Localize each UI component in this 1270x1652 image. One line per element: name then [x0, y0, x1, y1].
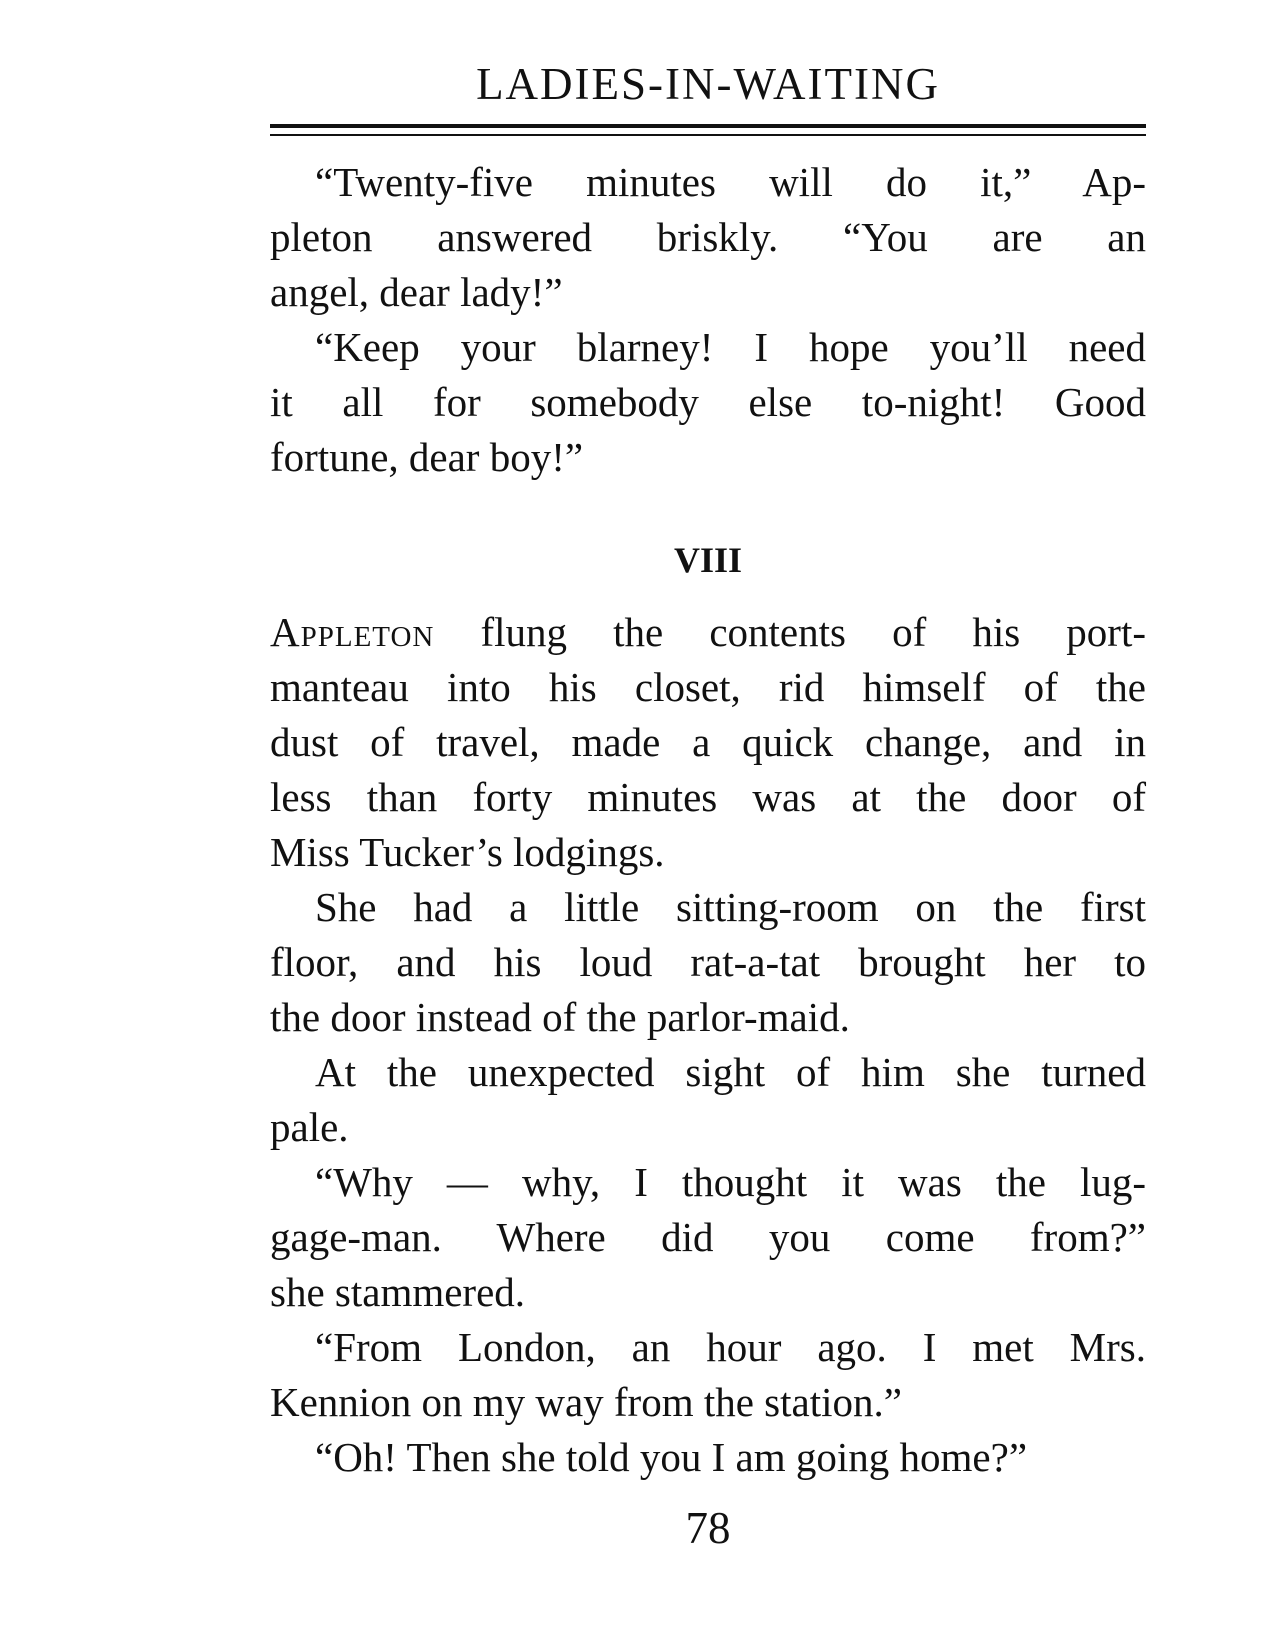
text-line: floor, and his loud rat-a-tat brought her to — [270, 939, 1146, 985]
text-line: gage-man. Where did you come from?” — [270, 1214, 1146, 1260]
first-line-rest: flung the contents of his port- — [434, 609, 1146, 655]
running-head: LADIES-IN-WAITING — [476, 59, 940, 109]
header-rule-thick — [270, 124, 1146, 128]
text-block-1 — [270, 155, 1146, 485]
text-line: pleton answered briskly. “You are an — [270, 214, 1146, 260]
chapter-heading: VIII — [673, 540, 743, 580]
text-block-2 — [270, 605, 1146, 1485]
text-line: less than forty minutes was at the door of — [270, 774, 1146, 820]
text-line: “From London, an hour ago. I met Mrs. — [315, 1324, 1146, 1370]
text-line: the door instead of the parlor-maid. — [270, 994, 850, 1040]
text-line: manteau into his closet, rid himself of the — [270, 664, 1146, 710]
text-line: dust of travel, made a quick change, and in — [270, 719, 1146, 765]
text-line: angel, dear lady!” — [270, 269, 563, 315]
text-line: it all for somebody else to-night! Good — [270, 379, 1146, 425]
text-line: Miss Tucker’s lodgings. — [270, 829, 665, 875]
text-line: “Oh! Then she told you I am going home?” — [315, 1434, 1028, 1480]
text-line: At the unexpected sight of him she turned — [315, 1049, 1146, 1095]
lead-smallcaps: Appleton — [270, 609, 435, 655]
text-line: She had a little sitting-room on the first — [315, 884, 1146, 930]
text-line-first — [270, 605, 1146, 660]
text-line: fortune, dear boy!” — [270, 434, 584, 480]
text-line: pale. — [270, 1104, 349, 1150]
header-rule-thin — [270, 134, 1146, 136]
text-line: she stammered. — [270, 1269, 526, 1315]
text-line: “Why — why, I thought it was the lug- — [315, 1159, 1146, 1205]
page-number: 78 — [685, 1503, 731, 1553]
text-line: “Twenty-five minutes will do it,” Ap- — [315, 159, 1146, 205]
text-line: “Keep your blarney! I hope you’ll need — [315, 324, 1146, 370]
text-line: Kennion on my way from the station.” — [270, 1379, 902, 1425]
